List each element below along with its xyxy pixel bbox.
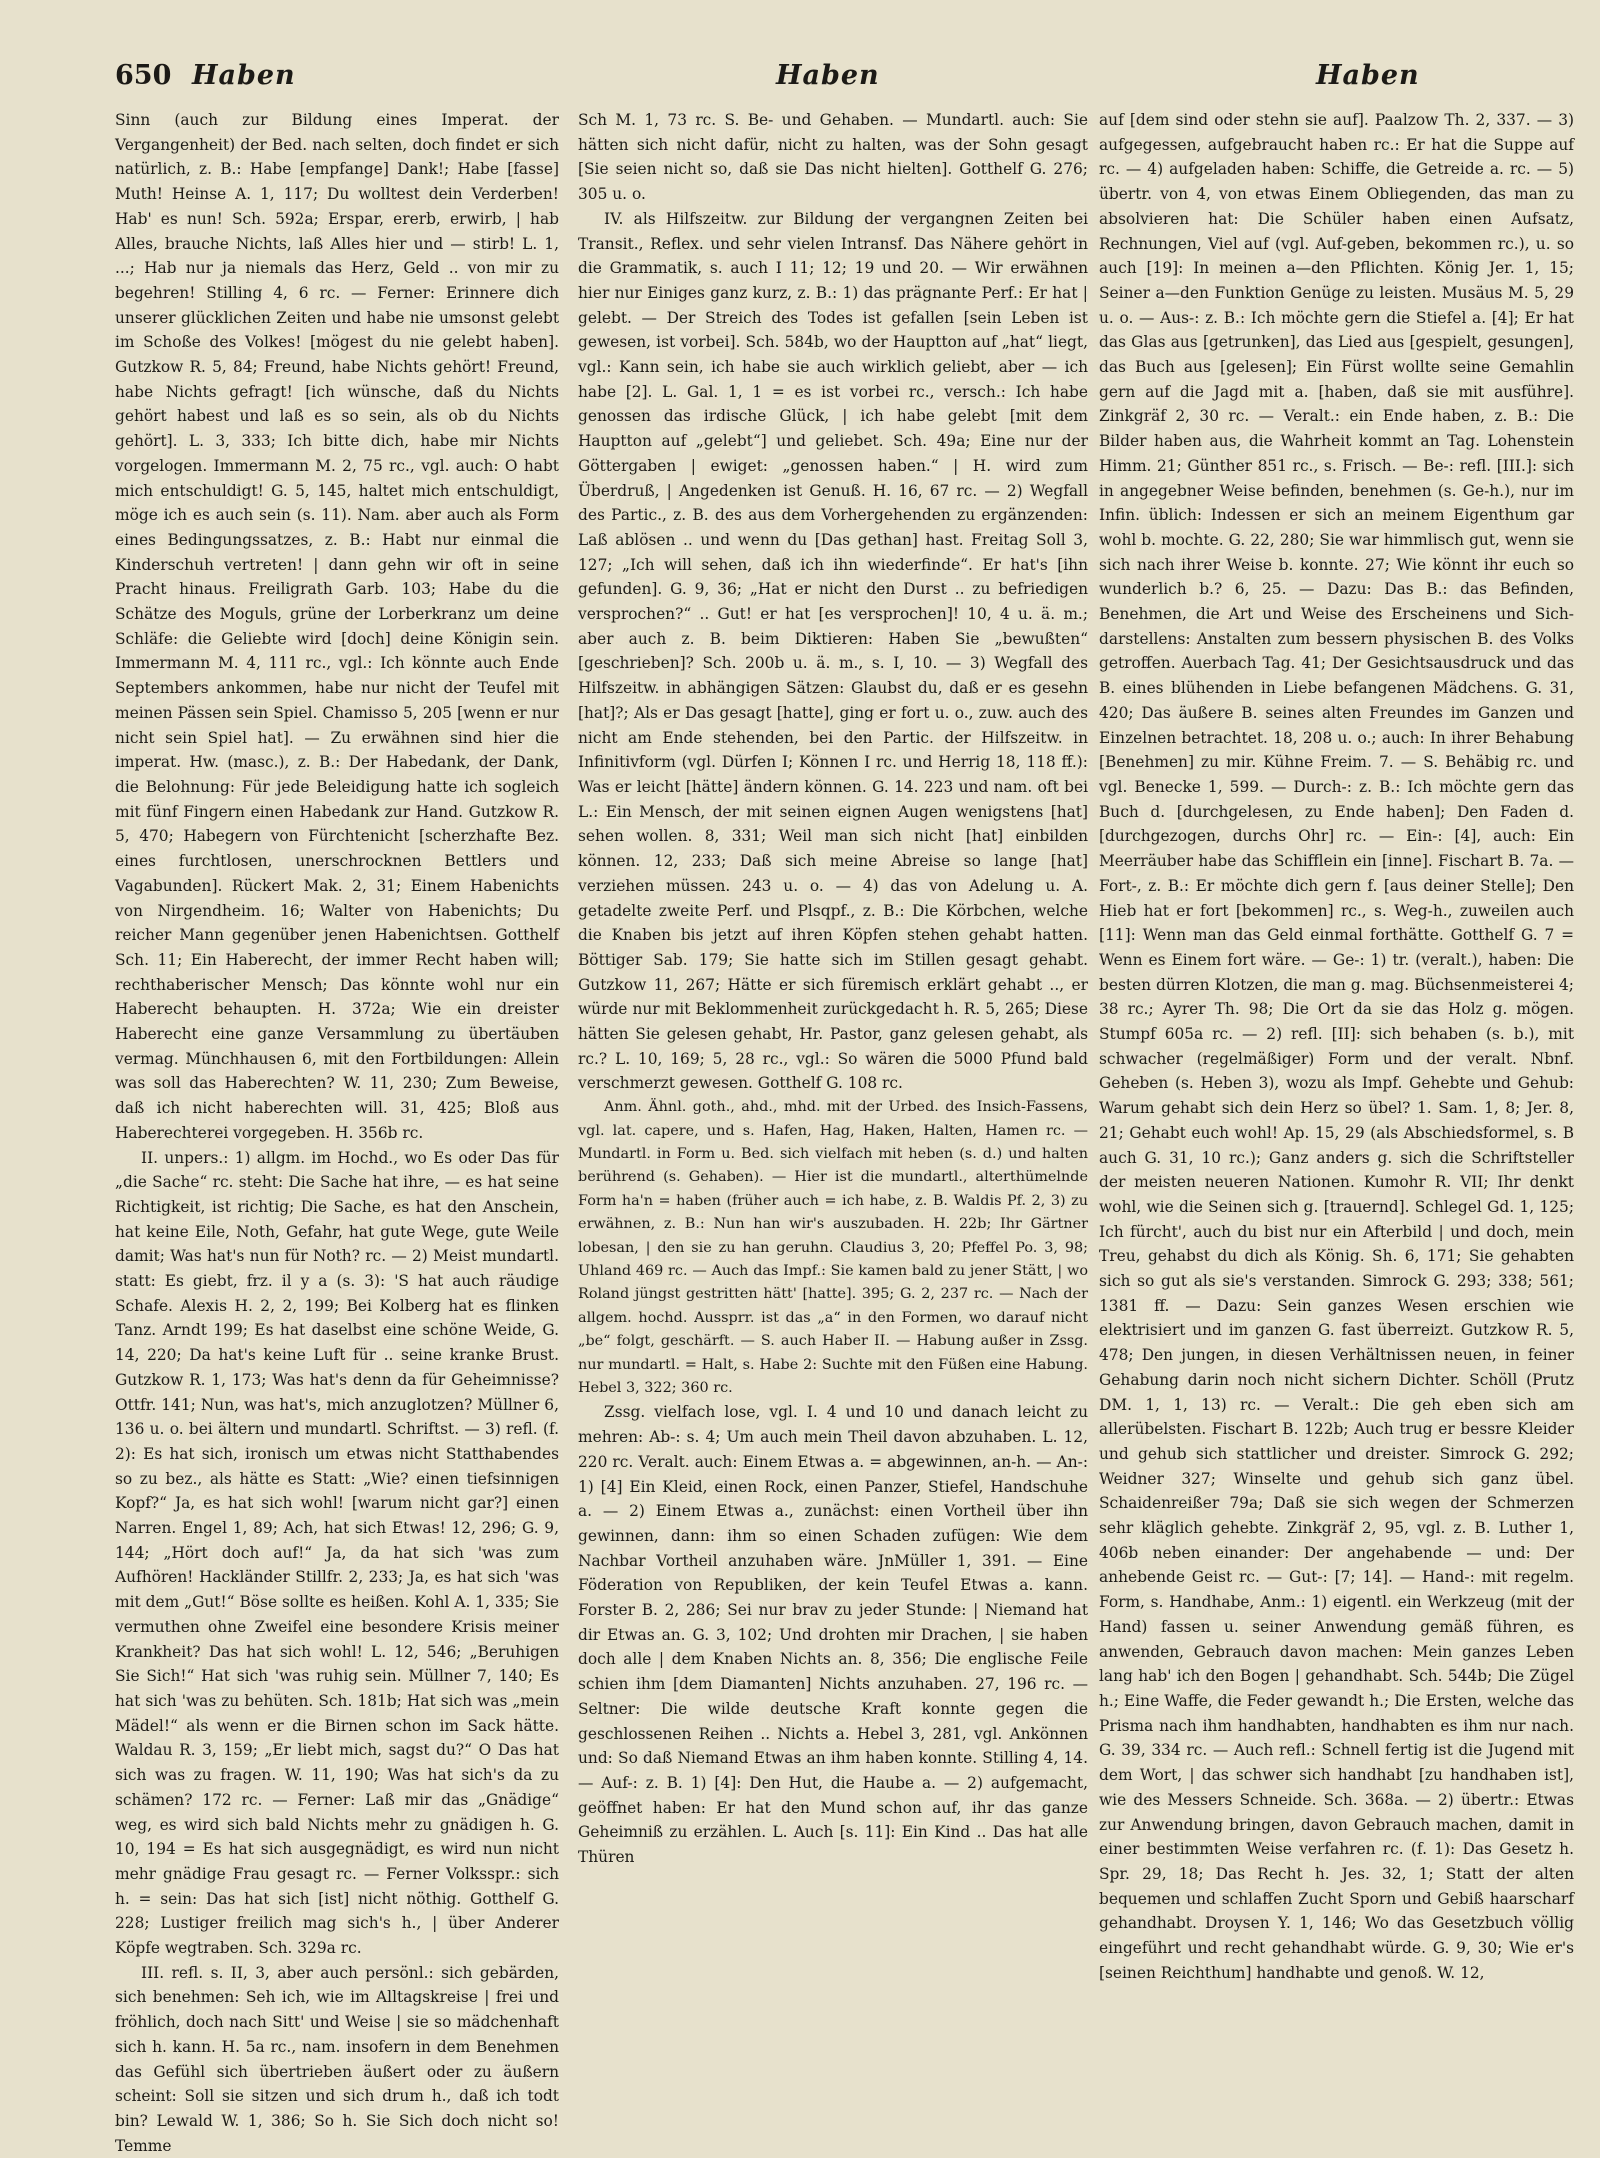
header-word-right: Haben [1316,60,1420,91]
text-column-3 [1099,108,1574,2018]
note-paragraph: Anm. Ähnl. goth., ahd., mhd. mit der Urbed. des Insich-Fassens, vgl. lat. capere, und s. Hafen, Hag, Haken, Halten, Hamen rc. — Mundartl. in Form u. Bed. sich vielfach mit heben (s. d.) und halten berührend (s. Gehaben). — Hier ist die mundartl., alterthümelnde Form ha'n = haben (früher auch = ich habe, z. B. Waldis Pf. 2, 3) zu erwähnen, z. B.: Nun han wir's auszubaden. H. 22b; Ihr Gärtner lobesan, | den sie zu han geruhn. Claudius 3, 20; Pfeffel Po. 3, 98; Uhland 469 rc. — Auch das Impf.: Sie kamen bald zu jener Stätt, | wo Roland jüngst gestritten hätt' [hatte]. 395; G. 2, 237 rc. — Nach der allgem. hochd. Aussprr. ist das „a“ in den Formen, wo darauf nicht „be“ folgt, geschärft. — S. auch Haber II. — Habung außer in Zssg. nur mundartl. = Halt, s. Habe 2: Suchte mit den Füßen eine Habung. Hebel 3, 322; 360 rc. [578,1099,1088,1396]
paragraph: II. unpers.: 1) allgm. im Hochd., wo Es oder Das für „die Sache“ rc. steht: Die Sache hat ihre, — es hat seine Richtigkeit, ist richtig; Die Sache, es hat den Anschein, hat keine Eile, Noth, Gefahr, hat gute Wege, gute Weile damit; Was hat's nun für Noth? rc. — 2) Meist mundartl. statt: Es giebt, frz. il y a (s. 3): 'S hat auch räudige Schafe. Alexis H. 2, 2, 199; Bei Kolberg hat es flinken Tanz. Arndt 199; Es hat daselbst eine schöne Weide, G. 14, 220; Da hat's keine Luft für .. seine kranke Brust. Gutzkow R. 1, 173; Was hat's denn da für Geheimnisse? Ottfr. 141; Nun, was hat's, mich anzuglotzen? Müllner 6, 136 u. o. bei ältern und mundartl. Schriftst. — 3) refl. (f. 2): Es hat sich, ironisch um etwas nicht Statthabendes so zu bez., als hätte es Statt: „Wie? einen tiefsinnigen Kopf?“ Ja, es hat sich wohl! [warum nicht gar?] einen Narren. Engel 1, 89; Ach, hat sich Etwas! 12, 296; G. 9, 144; „Hört doch auf!“ Ja, da hat sich 'was zum Aufhören! Hackländer Stillfr. 2, 233; Ja, es hat sich 'was mit dem „Gut!“ Böse sollte es heißen. Kohl A. 1, 335; Sie vermuthen ohne Zweifel eine besondere Krisis meiner Krankheit? Das hat sich wohl! L. 12, 546; „Beruhigen Sie Sich!“ Hat sich 'was ruhig sein. Müllner 7, 140; Es hat sich 'was zu behüten. Sch. 181b; Hat sich was „mein Mädel!“ als wenn er die Birnen schon im Sack hätte. Waldau R. 3, 159; „Er liebt mich, sagst du?“ O Das hat sich was zu fragen. W. 11, 190; Was hat sich's da zu schämen? 172 rc. — Ferner: Laß mir das „Gnädige“ weg, es wird sich bald Nichts mehr zu gnädigen h. G. 10, 194 = Es hat sich ausgegnädigt, es wird nun nicht mehr gnädige Frau gesagt rc. — Ferner Volksspr.: sich h. = sein: Das hat sich [ist] nicht nöthig. Gotthelf G. 228; Lustiger freilich mag sich's h., | über Anderer Köpfe wegtraben. Sch. 329a rc. [115,1148,559,1958]
paragraph: Sinn (auch zur Bildung eines Imperat. der Vergangenheit) der Bed. nach selten, doch findet er sich natürlich, z. B.: Habe [empfange] Dank!; Habe [fasse] Muth! Heinse A. 1, 117; Du wolltest dein Verderben! Hab' es nun! Sch. 592a; Erspar, ererb, erwirb, | hab Alles, brauche Nichts, laß Alles hier und — stirb! L. 1, ...; Hab nur ja niemals das Herz, Geld .. von mir zu begehren! Stilling 4, 6 rc. — Ferner: Erinnere dich unserer glücklichen Zeiten und habe nie umsonst gelebt im Schoße des Volkes! [mögest du nie gelebt haben]. Gutzkow R. 5, 84; Freund, habe Nichts gehört! Freund, habe Nichts gefragt! [ich wünsche, daß du Nichts gehört habest und laß es so sein, als ob du Nichts gehört]. L. 3, 333; Ich bitte dich, habe mir Nichts vorgelogen. Immermann M. 2, 75 rc., vgl. auch: O habt mich entschuldigt! G. 5, 145, haltet mich entschuldigt, möge ich es auch sein (s. 11). Nam. aber auch als Form eines Bedingungssatzes, z. B.: Habt nur einmal die Kinderschuh vertreten! | dann gehn wir oft in seine Pracht hinaus. Freiligrath Garb. 103; Habe du die Schätze des Moguls, grüne der Lorberkranz um deine Schläfe: die Geliebte wird [doch] deine Königin sein. Immermann M. 4, 111 rc., vgl.: Ich könnte auch Ende Septembers ankommen, habe nur nicht der Teufel mit meinen Pässen sein Spiel. Chamisso 5, 205 [wenn er nur nicht sein Spiel hat]. — Zu erwähnen sind hier die imperat. Hw. (masc.), z. B.: Der Habedank, der Dank, die Belohnung: Für jede Beleidigung hatte ich sogleich mit fünf Fingern einen Habedank zur Hand. Gutzkow R. 5, 470; Habegern von Fürchtenicht [scherzhafte Bez. eines furchtlosen, unerschrocknen Bettlers und Vagabunden]. Rückert Mak. 2, 31; Einem Habenichts von Nirgendheim. 16; Walter von Habenichts; Du reicher Mann gegenüber jenen Habenichtsen. Gotthelf Sch. 11; Ein Haberecht, der immer Recht haben will; rechthaberischer Mensch; Das könnte wohl nur ein Haberecht behaupten. H. 372a; Wie ein dreister Haberecht eine ganze Versammlung zu übertäuben vermag. Münchhausen 6, mit den Fortbildungen: Allein was soll das Haberechten? W. 11, 230; Zum Beweise, daß ich nicht haberechten will. 31, 425; Bloß aus Haberechterei vorgegeben. H. 356b rc. [115,111,559,1142]
paragraph: III. refl. s. II, 3, aber auch persönl.: sich gebärden, sich benehmen: Seh ich, wie im Alltagskreise | frei und fröhlich, doch nach Sitt' und Weise | sie so mädchenhaft sich h. kann. H. 5a rc., nam. insofern in dem Benehmen das Gefühl sich übertrieben äußert oder zu äußern scheint: Soll sie sitzen und sich drum h., daß ich todt bin? Lewald W. 1, 386; So h. Sie Sich doch nicht so! Temme [115,1963,559,2155]
paragraph: Zssg. vielfach lose, vgl. I. 4 und 10 und danach leicht zu mehren: Ab-: s. 4; Um auch mein Theil davon abzuhaben. L. 12, 220 rc. Veralt. auch: Einem Etwas a. = abgewinnen, an-h. — An-: 1) [4] Ein Kleid, einen Rock, einen Panzer, Stiefel, Handschuhe a. — 2) Einem Etwas a., zunächst: einen Vortheil über ihn gewinnen, dann: ihm so einen Schaden zufügen: Wie dem Nachbar Vortheil anzuhaben wäre. JnMüller 1, 391. — Eine Föderation von Republiken, der kein Teufel Etwas a. kann. Forster B. 2, 286; Sei nur brav zu jeder Stunde: | Niemand hat dir Etwas an. G. 3, 102; Und drohten mir Drachen, | sie haben doch alle | dem Knaben Nichts an. 8, 356; Die englische Feile schien ihm [dem Diamanten] Nichts anzuhaben. 27, 196 rc. — Seltner: Die wilde deutsche Kraft konnte gegen die geschlossenen Reihen .. Nichts a. Hebel 3, 281, vgl. Ankönnen und: So daß Niemand Etwas an ihm haben konnte. Stilling 4, 14. — Auf-: z. B. 1) [4]: Den Hut, die Haube a. — 2) aufgemacht, geöffnet haben: Er hat den Mund schon auf, ihr das ganze Geheimniß zu erzählen. L. Auch [s. 11]: Ein Kind .. Das hat alle Thüren [578,1403,1088,1867]
paragraph: IV. als Hilfszeitw. zur Bildung der vergangnen Zeiten bei Transit., Reflex. und sehr vielen Intransf. Das Nähere gehört in die Grammatik, s. auch I 11; 12; 19 und 20. — Wir erwähnen hier nur Einiges ganz kurz, z. B.: 1) das prägnante Perf.: Er hat | gelebt. — Der Streich des Todes ist gefallen [sein Leben ist gewesen, ist vorbei]. Sch. 584b, wo der Hauptton auf „hat“ liegt, vgl.: Kann sein, ich habe sie auch wirklich geliebt, aber — ich habe [2]. L. Gal. 1, 1 = es ist vorbei rc., versch.: Ich habe genossen das irdische Glück, | ich habe gelebt [mit dem Hauptton auf „gelebt“] und geliebet. Sch. 49a; Eine nur der Göttergaben | ewiget: „genossen haben.“ | H. wird zum Überdruß, | Angedenken ist Genuß. H. 16, 67 rc. — 2) Wegfall des Partic., z. B. des aus dem Vorhergehenden zu ergänzenden: Laß ablösen .. und wenn du [Das gethan] hast. Freitag Soll 3, 127; „Ich will sehen, daß ich ihn wiederfinde“. Er hat's [ihn gefunden]. G. 9, 36; „Hat er nicht den Durst .. zu befriedigen versprochen?“ .. Gut! er hat [es versprochen]! 10, 4 u. ä. m.; aber auch z. B. beim Diktieren: Haben Sie „bewußten“ [geschrieben]? Sch. 200b u. ä. m., s. I, 10. — 3) Wegfall des Hilfszeitw. in abhängigen Sätzen: Glaubst du, daß er es gesehn [hat]?; Als er Das gesagt [hatte], ging er fort u. o., zuw. auch des nicht am Ende stehenden, bei den Partic. der Hilfszeitw. in Infinitivform (vgl. Dürfen I; Können I rc. und Herrig 18, 118 ff.): Was er leicht [hätte] ändern können. G. 14. 223 und nam. oft bei L.: Ein Mensch, der mit seinen eignen Augen wenigstens [hat] sehen wollen. 8, 331; Weil man sich nicht [hat] einbilden können. 12, 233; Daß sich meine Abreise so lange [hat] verziehen müssen. 243 u. o. — 4) das von Adelung u. A. getadelte zweite Perf. und Plsqpf., z. B.: Die Körbchen, welche die Knaben bis jetzt auf ihren Köpfen stehen gehabt hatten. Böttiger Sab. 179; Sie hatte sich im Stillen gesagt gehabt. Gutzkow 11, 267; Hätte er sich füremisch erklärt gehabt .., er würde nur mit Beklommenheit zurückgedacht h. R. 5, 265; Diese hätten Sie gelesen gehabt, Hr. Pastor, ganz gelesen gehabt, als rc.? L. 10, 169; 5, 28 rc., vgl.: So wären die 5000 Pfund bald verschmerzt gewesen. Gotthelf G. 108 rc. [578,209,1088,1093]
text-column-1 [115,108,559,2155]
header-word-center: Haben [776,60,880,91]
running-header [0,30,1600,100]
page-number: 650 [115,60,172,91]
text-column-2 [578,108,1088,2018]
paragraph: auf [dem sind oder stehn sie auf]. Paalzow Th. 2, 337. — 3) aufgegessen, aufgebraucht haben rc.: Er hat die Suppe auf rc. — 4) aufgeladen haben: Schiffe, die Getreide a. rc. — 5) übertr. von 4, von etwas Einem Obliegenden, das man zu absolvieren hat: Die Schüler haben einen Aufsatz, Rechnungen, Viel auf (vgl. Auf-geben, bekommen rc.), u. so auch [19]: In meinen a—den Pflichten. König Jer. 1, 15; Seiner a—den Funktion Genüge zu leisten. Musäus M. 5, 29 u. o. — Aus-: z. B.: Ich möchte gern die Stiefel a. [4]; Er hat das Glas aus [getrunken], das Lied aus [gespielt, gesungen], das Buch aus [gelesen]; Ein Fürst wollte seine Gemahlin gern auf die Jagd mit a. [haben, daß sie mit ausführe]. Zinkgräf 2, 30 rc. — Veralt.: ein Ende haben, z. B.: Die Bilder haben aus, die Wahrheit kommt an Tag. Lohenstein Himm. 21; Günther 851 rc., s. Frisch. — Be-: refl. [III.]: sich in angegebner Weise befinden, benehmen (s. Ge-h.), nur im Infin. üblich: Indessen er sich an meinem Eigenthum gar wohl b. mochte. G. 22, 280; Sie war himmlisch gut, wenn sie sich nach ihrer Weise b. konnte. 27; Wie könnt ihr euch so wunderlich b.? 6, 25. — Dazu: Das B.: das Befinden, Benehmen, die Art und Weise des Erscheinens und Sich-darstellens: Anstalten zum bessern physischen B. des Volks getroffen. Auerbach Tag. 41; Der Gesichtsausdruck und das B. eines blühenden in Liebe befangenen Mädchens. G. 31, 420; Das äußere B. seines alten Freundes im Ganzen und Einzelnen betrachtet. 18, 208 u. o.; auch: In ihrer Behabung [Benehmen] zu mir. Kühne Freim. 7. — S. Behäbig rc. und vgl. Benecke 1, 599. — Durch-: z. B.: Ich möchte gern das Buch d. [durchgelesen, zu Ende haben]; Den Faden d. [durchgezogen, durchs Ohr] rc. — Ein-: [4], auch: Ein Meerräuber habe das Schifflein ein [inne]. Fischart B. 7a. — Fort-, z. B.: Er möchte dich gern f. [aus deiner Stelle]; Den Hieb hat er fort [bekommen] rc., s. Weg-h., zuweilen auch [11]: Wenn man das Geld einmal forthätte. Gotthelf G. 7 = Wenn es Einem fort wäre. — Ge-: 1) tr. (veralt.), haben: Die besten dürren Klotzen, die man g. mag. Büchsenmeisterei 4; 38 rc.; Ayrer Th. 98; Die Ort da sie das Holz g. mögen. Stumpf 605a rc. — 2) refl. [II]: sich behaben (s. b.), mit schwacher (regelmäßiger) Form und der veralt. Nbnf. Geheben (s. Heben 3), wozu als Impf. Gehebte und Gehub: Warum gehabt sich dein Herz so übel? 1. Sam. 1, 8; Jer. 8, 21; Gehabt euch wohl! Ap. 15, 29 (als Abschiedsformel, s. B auch G. 31, 10 rc.); Ganz anders g. sich die Schriftsteller der meisten neueren Nationen. Kumohr R. VII; Ihr denkt wohl, wie die Seinen sich g. [trauernd]. Schlegel Gd. 1, 125; Ich fürcht', auch du bist nur ein Afterbild | und doch, mein Treu, gehabst du dich als König. Sh. 6, 171; Sie gehabten sich so gut als sie's verstanden. Simrock G. 293; 338; 561; 1381 ff. — Dazu: Sein ganzes Wesen erschien wie elektrisiert und im ganzen G. fast überreizt. Gutzkow R. 5, 478; Den jungen, in diesen Verhältnissen neuen, in feiner Gehabung darin noch nicht sichern Dichter. Schöll (Prutz DM. 1, 1, 13) rc. — Veralt.: Die geh eben sich am allerübelsten. Fischart B. 122b; Auch trug er bessre Kleider und gehub sich stattlicher und dreister. Simrock G. 292; Weidner 327; Winselte und gehub sich ganz übel. Schaidenreißer 79a; Daß sie sich wegen der Schmerzen sehr kläglich gehebte. Zinkgräf 2, 95, vgl. z. B. Luther 1, 406b neben einander: Der angehabende — und: Der anhebende Geist rc. — Gut-: [7; 14]. — Hand-: mit regelm. Form, s. Handhabe, Anm.: 1) eigentl. ein Werkzeug (mit der Hand) fassen u. seiner Anwendung gemäß führen, es anwenden, Gebrauch davon machen: Mein ganzes Leben lang hab' ich den Bogen | gehandhabt. Sch. 544b; Die Zügel h.; Eine Waffe, die Feder gewandt h.; Die Ersten, welche das Prisma nach ihm handhabten, handhabten es ihm nur nach. G. 39, 334 rc. — Auch refl.: Schnell fertig ist die Jugend mit dem Wort, | das schwer sich handhabt [zu handhaben ist], wie des Messers Schneide. Sch. 368a. — 2) übertr.: Etwas zur Anwendung bringen, davon Gebrauch machen, damit in einer bestimmten Weise verfahren rc. (f. 1): Das Gesetz h. Spr. 29, 18; Das Recht h. Jes. 32, 1; Statt der alten bequemen und schlaffen Zucht Sporn und Gebiß haarscharf gehandhabt. Droysen Y. 1, 146; Wo das Gesetzbuch völlig eingeführt und recht gehandhabt würde. G. 9, 30; Wie er's [seinen Reichthum] handhabte und genoß. W. 12, [1099,111,1574,1982]
header-word-left: Haben [192,60,296,91]
paragraph: Sch M. 1, 73 rc. S. Be- und Gehaben. — Mundartl. auch: Sie hätten sich nicht dafür, nicht zu halten, was der Sohn gesagt [Sie seien nicht so, daß sie Das nicht hielten]. Gotthelf G. 276; 305 u. o. [578,111,1088,204]
